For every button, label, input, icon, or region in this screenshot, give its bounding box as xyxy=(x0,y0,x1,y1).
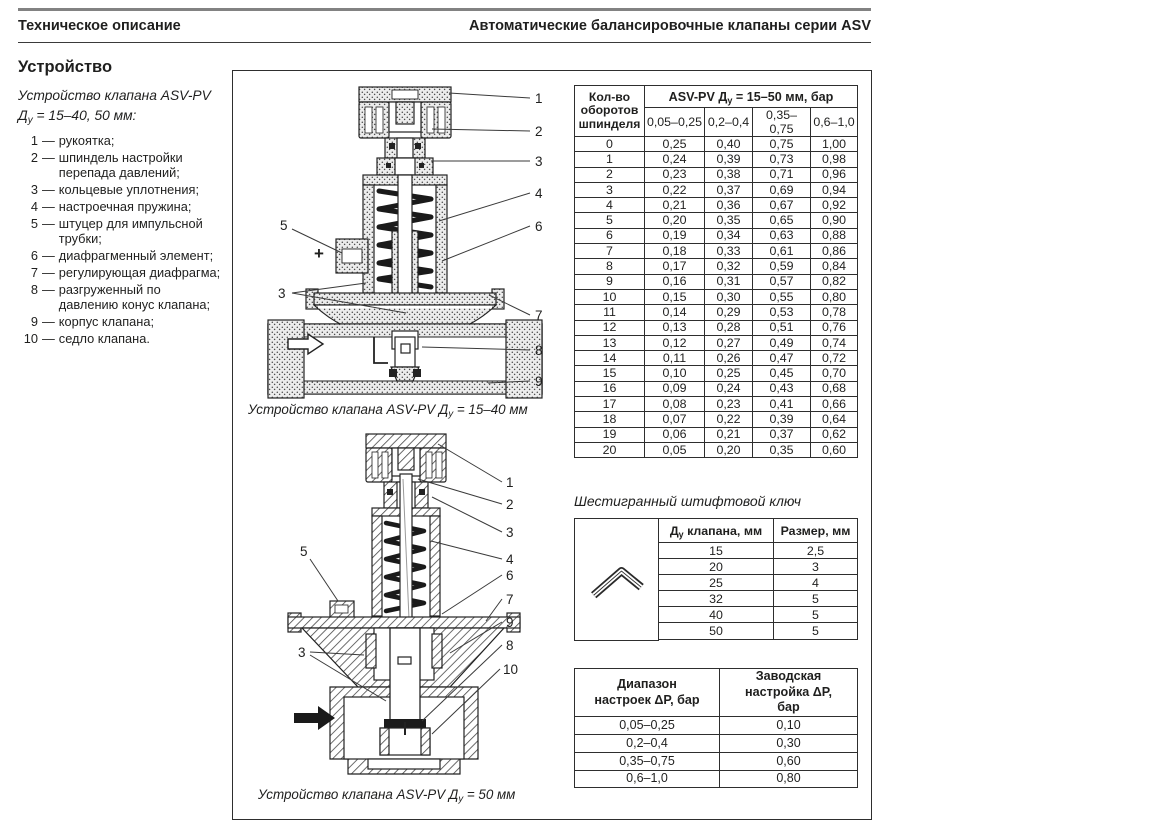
list-item: 4 — настроечная пружина; xyxy=(30,199,192,215)
table-row xyxy=(575,198,858,213)
table-cell: 0,61 xyxy=(753,244,811,259)
list-item: 2 — шпиндель настройки перепада давлений; xyxy=(30,150,183,181)
table-cell: 12 xyxy=(575,320,645,335)
table-cell: 40 xyxy=(659,607,774,623)
table-cell: 0,18 xyxy=(645,244,705,259)
table-cell: 0,80 xyxy=(811,289,858,304)
table-cell: 0,10 xyxy=(720,717,858,735)
table-cell: 4 xyxy=(575,198,645,213)
table-cell: 0,62 xyxy=(811,427,858,442)
table-row xyxy=(575,351,858,366)
table-row xyxy=(575,182,858,197)
callout-5: 5 xyxy=(300,544,308,559)
header-left-title: Техническое описание xyxy=(18,18,181,34)
table-cell: 0,41 xyxy=(753,397,811,412)
table-row xyxy=(575,320,858,335)
table-cell: 5 xyxy=(774,623,858,639)
table-cell: 0,21 xyxy=(645,198,705,213)
table-row xyxy=(659,607,858,623)
table-cell: 0,24 xyxy=(645,152,705,167)
table-cell: 0,6–1,0 xyxy=(575,770,720,788)
callout-5: 5 xyxy=(280,218,288,233)
table-cell: 0,74 xyxy=(811,335,858,350)
table-cell: 0,43 xyxy=(753,381,811,396)
table-cell: 0,35 xyxy=(753,442,811,457)
callout-10: 10 xyxy=(503,662,519,677)
table-cell: 0,37 xyxy=(705,182,753,197)
drawing1-caption: Устройство клапана ASV-PV $Д_у = 15-40$ мм xyxy=(248,402,528,420)
table-cell: 0,90 xyxy=(811,213,858,228)
table-cell: 9 xyxy=(575,274,645,289)
table-row xyxy=(659,543,858,559)
table-row xyxy=(575,427,858,442)
callout-2: 2 xyxy=(535,124,543,139)
table-cell: 0,45 xyxy=(753,366,811,381)
table-cell: 0,82 xyxy=(811,274,858,289)
callout-6: 6 xyxy=(535,219,543,234)
table-cell: 0,67 xyxy=(753,198,811,213)
table-row xyxy=(575,381,858,396)
hex-key-heading: Шестигранный штифтовой ключ xyxy=(574,493,801,509)
table-row xyxy=(575,770,858,788)
range-column-header: Диапазон настроек ΔР, бар xyxy=(575,669,720,717)
table-cell: 0,27 xyxy=(705,335,753,350)
callout-8: 8 xyxy=(535,343,543,358)
table-row xyxy=(575,305,858,320)
table-row xyxy=(575,717,858,735)
table-cell: 3 xyxy=(774,559,858,575)
list-item: 5 — штуцер для импульсной трубки; xyxy=(30,215,203,247)
table-cell: 0,40 xyxy=(705,137,753,152)
valve-section-drawing-dn50 xyxy=(246,429,561,781)
table-cell: 0,22 xyxy=(645,182,705,197)
table-cell: 0,36 xyxy=(705,198,753,213)
intro-text: Устройство клапана ASV-PV $Д_у = 15-40$, 50 мм: xyxy=(18,88,211,126)
table-cell: 1 xyxy=(575,152,645,167)
series-span-header: ASV-PV $Д_у = 15-50$ мм, бар xyxy=(645,86,858,108)
table-cell: 0,88 xyxy=(811,228,858,243)
table-cell: 0,73 xyxy=(753,152,811,167)
table-cell: 0,80 xyxy=(720,770,858,788)
table-cell: 0,12 xyxy=(645,335,705,350)
section-heading: Устройство xyxy=(18,58,113,76)
table-cell: 0,65 xyxy=(753,213,811,228)
table-row xyxy=(575,335,858,350)
parts-list xyxy=(18,133,222,346)
callout-3: 3 xyxy=(535,154,543,169)
callout-4: 4 xyxy=(535,186,543,201)
hex-key-size-table xyxy=(658,518,858,640)
table-cell: 10 xyxy=(575,289,645,304)
list-item: 1 — рукоятка; xyxy=(30,133,115,149)
table-cell: 16 xyxy=(575,381,645,396)
table-cell: 0,34 xyxy=(705,228,753,243)
callout-2: 2 xyxy=(506,497,514,512)
table-cell: 0,29 xyxy=(705,305,753,320)
table-cell: 0,37 xyxy=(753,427,811,442)
table-cell: 0,72 xyxy=(811,351,858,366)
table-cell: 0,51 xyxy=(753,320,811,335)
table-cell: 0,25 xyxy=(705,366,753,381)
table-cell: 0,20 xyxy=(705,442,753,457)
table-cell: 0,94 xyxy=(811,182,858,197)
callout-7: 7 xyxy=(535,308,543,323)
table-row xyxy=(575,213,858,228)
table-cell: 0,84 xyxy=(811,259,858,274)
table-cell: 0,11 xyxy=(645,351,705,366)
table-row xyxy=(575,152,858,167)
table-cell: 0,31 xyxy=(705,274,753,289)
hex-key-icon xyxy=(585,554,649,606)
table-cell: 0,57 xyxy=(753,274,811,289)
list-item: 7 — регулирующая диафрагма; xyxy=(30,264,221,280)
callout-1: 1 xyxy=(506,475,514,490)
table-cell: 0,75 xyxy=(753,137,811,152)
table-cell: 20 xyxy=(575,442,645,457)
table-cell: 0,68 xyxy=(811,381,858,396)
table-cell: 18 xyxy=(575,412,645,427)
table-cell: 0,28 xyxy=(705,320,753,335)
plus-port-mark: + xyxy=(314,244,324,263)
table-cell: 0,32 xyxy=(705,259,753,274)
range-header: 0,35–0,75 xyxy=(753,108,811,137)
table-cell: 0,35–0,75 xyxy=(575,752,720,770)
list-item: 3 — кольцевые уплотнения; xyxy=(30,182,200,198)
table-cell: 0,09 xyxy=(645,381,705,396)
table-cell: 17 xyxy=(575,397,645,412)
table-header-row xyxy=(575,86,858,108)
table-cell: 0,66 xyxy=(811,397,858,412)
header-right-title: Автоматические балансировочные клапаны серии ASV xyxy=(469,18,871,34)
table-cell: 0,92 xyxy=(811,198,858,213)
table-cell: 0,17 xyxy=(645,259,705,274)
drawing2-caption: Устройство клапана ASV-PV $Д_у = 50$ мм xyxy=(258,787,516,805)
callout-9: 9 xyxy=(506,615,514,630)
table-cell: 0,35 xyxy=(705,213,753,228)
table-cell: 4 xyxy=(774,575,858,591)
callout-3b: 3 xyxy=(278,286,286,301)
table-cell: 0,71 xyxy=(753,167,811,182)
table-cell: 0,13 xyxy=(645,320,705,335)
table-row xyxy=(575,289,858,304)
range-header: 0,6–1,0 xyxy=(811,108,858,137)
table-cell: 14 xyxy=(575,351,645,366)
table-cell: 0,33 xyxy=(705,244,753,259)
table-cell: 0,16 xyxy=(645,274,705,289)
table-row xyxy=(659,623,858,639)
table-row xyxy=(575,752,858,770)
table-cell: 0,15 xyxy=(645,289,705,304)
factory-setting-column-header: Заводская настройка ΔР, бар xyxy=(720,669,858,717)
table-cell: 13 xyxy=(575,335,645,350)
table-cell: 0,38 xyxy=(705,167,753,182)
table-cell: 32 xyxy=(659,591,774,607)
table-cell: 0,59 xyxy=(753,259,811,274)
table-row xyxy=(575,244,858,259)
callout-6: 6 xyxy=(506,568,514,583)
dy-column-header: $Д_у$ клапана, мм xyxy=(659,519,774,543)
range-header: 0,2–0,4 xyxy=(705,108,753,137)
table-cell: 0,23 xyxy=(645,167,705,182)
table-cell: 5 xyxy=(774,591,858,607)
table-row xyxy=(575,397,858,412)
table-cell: 0,39 xyxy=(705,152,753,167)
callout-3: 3 xyxy=(506,525,514,540)
table-cell: 25 xyxy=(659,575,774,591)
callout-8: 8 xyxy=(506,638,514,653)
table-cell: 20 xyxy=(659,559,774,575)
table-row xyxy=(575,274,858,289)
table-cell: 5 xyxy=(774,607,858,623)
table-cell: 0,30 xyxy=(720,735,858,753)
table-row xyxy=(575,167,858,182)
turns-column-header: Кол-во оборотов шпинделя xyxy=(575,86,645,137)
figure-frame xyxy=(232,70,872,820)
table-cell: 5 xyxy=(575,213,645,228)
table-cell: 15 xyxy=(659,543,774,559)
hex-key-image-cell xyxy=(574,518,659,641)
spindle-turns-table xyxy=(574,85,858,458)
hex-table-body xyxy=(659,543,858,640)
table-cell: 1,00 xyxy=(811,137,858,152)
table-cell: 0,05 xyxy=(645,442,705,457)
turns-table-body xyxy=(575,137,858,458)
table-row xyxy=(575,366,858,381)
table-row xyxy=(575,442,858,457)
callout-1: 1 xyxy=(535,91,543,106)
table-cell: 0,23 xyxy=(705,397,753,412)
size-column-header: Размер, мм xyxy=(774,519,858,543)
table-cell: 15 xyxy=(575,366,645,381)
table-row xyxy=(575,412,858,427)
table-cell: 0,76 xyxy=(811,320,858,335)
table-row xyxy=(575,735,858,753)
table-cell: 0,24 xyxy=(705,381,753,396)
table-cell: 0,20 xyxy=(645,213,705,228)
table-header-row xyxy=(575,669,858,717)
table-cell: 0,14 xyxy=(645,305,705,320)
table-cell: 19 xyxy=(575,427,645,442)
table-cell: 0,60 xyxy=(720,752,858,770)
table-cell: 0,86 xyxy=(811,244,858,259)
table-cell: 0,96 xyxy=(811,167,858,182)
table-cell: 0,49 xyxy=(753,335,811,350)
table-cell: 3 xyxy=(575,182,645,197)
table-header-row xyxy=(659,519,858,543)
table-cell: 8 xyxy=(575,259,645,274)
table-cell: 0,63 xyxy=(753,228,811,243)
table-cell: 0,78 xyxy=(811,305,858,320)
table-cell: 0,22 xyxy=(705,412,753,427)
table-cell: 0,55 xyxy=(753,289,811,304)
list-item: 6 — диафрагменный элемент; xyxy=(30,248,214,264)
table-cell: 0,70 xyxy=(811,366,858,381)
table-row xyxy=(575,259,858,274)
table-cell: 0,30 xyxy=(705,289,753,304)
table-row xyxy=(575,228,858,243)
table-cell: 6 xyxy=(575,228,645,243)
table-cell: 0,39 xyxy=(753,412,811,427)
table-cell: 7 xyxy=(575,244,645,259)
top-rule xyxy=(18,8,871,11)
table-cell: 0,21 xyxy=(705,427,753,442)
table-cell: 0,26 xyxy=(705,351,753,366)
table-cell: 0,2–0,4 xyxy=(575,735,720,753)
table-cell: 0,60 xyxy=(811,442,858,457)
settings-table-body xyxy=(575,717,858,788)
callout-4: 4 xyxy=(506,552,514,567)
table-cell: 0,53 xyxy=(753,305,811,320)
table-cell: 0,07 xyxy=(645,412,705,427)
table-cell: 2 xyxy=(575,167,645,182)
range-header: 0,05–0,25 xyxy=(645,108,705,137)
list-item: 9 — корпус клапана; xyxy=(30,313,155,329)
table-cell: 0,19 xyxy=(645,228,705,243)
dp-settings-table xyxy=(574,668,858,788)
callout-3b: 3 xyxy=(298,645,306,660)
table-cell: 0,64 xyxy=(811,412,858,427)
header-rule xyxy=(18,42,871,43)
table-row xyxy=(659,559,858,575)
table-row xyxy=(575,137,858,152)
table-row xyxy=(659,575,858,591)
callout-9: 9 xyxy=(535,374,543,389)
table-cell: 0 xyxy=(575,137,645,152)
table-cell: 0,98 xyxy=(811,152,858,167)
list-item: 10 — седло клапана. xyxy=(23,330,150,346)
table-cell: 0,69 xyxy=(753,182,811,197)
table-cell: 0,05–0,25 xyxy=(575,717,720,735)
table-cell: 11 xyxy=(575,305,645,320)
table-row xyxy=(659,591,858,607)
callout-7: 7 xyxy=(506,592,514,607)
table-cell: 0,10 xyxy=(645,366,705,381)
table-cell: 0,25 xyxy=(645,137,705,152)
table-cell: 0,47 xyxy=(753,351,811,366)
valve-section-drawing-dn15-40 xyxy=(246,81,561,411)
list-item: 8 — разгруженный по давлению конус клапана; xyxy=(30,281,211,313)
table-cell: 0,06 xyxy=(645,427,705,442)
table-cell: 0,08 xyxy=(645,397,705,412)
sidebar-device-description xyxy=(18,58,222,348)
hex-key-table-wrap xyxy=(574,518,857,641)
table-cell: 50 xyxy=(659,623,774,639)
table-cell: 2,5 xyxy=(774,543,858,559)
